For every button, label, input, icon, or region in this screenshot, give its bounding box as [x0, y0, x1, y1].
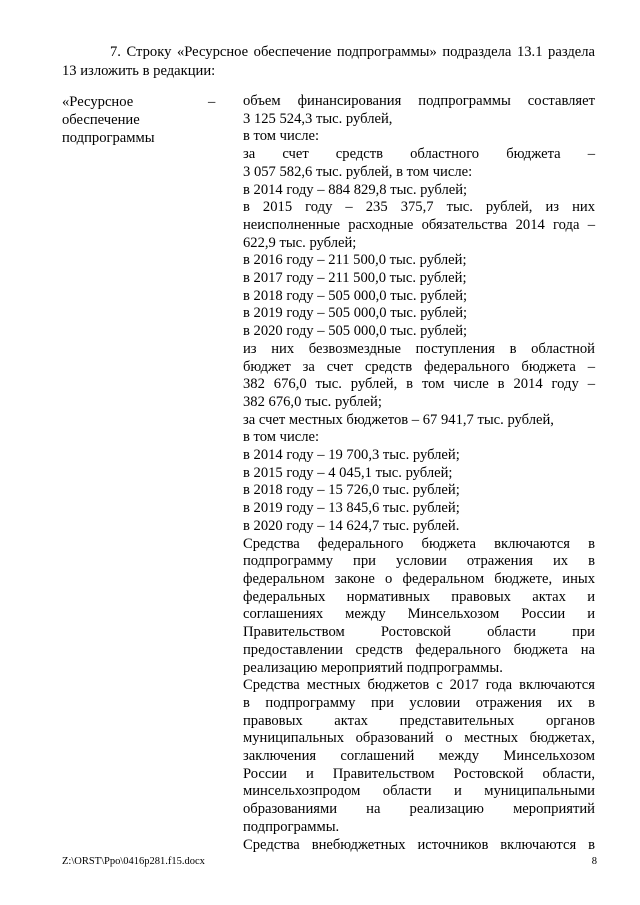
intro-paragraph: 7. Строку «Ресурсное обеспечение подпрограммы» подраздела 13.1 раздела 13 изложить в редакции: [62, 44, 595, 79]
content-line: из них безвозмездные поступления в областной [243, 340, 595, 357]
content-line: за счет местных бюджетов – 67 941,7 тыс. рублей, [243, 411, 554, 428]
content-line: правовых актах представительных органов [243, 712, 595, 729]
content-line: в 2018 году – 505 000,0 тыс. рублей; [243, 287, 468, 304]
footer-page-number: 8 [591, 856, 597, 867]
content-line: 382 676,0 тыс. рублей; [243, 393, 382, 410]
content-line: подпрограммы. [243, 818, 340, 835]
content-line: федеральном законе о федеральном бюджете, иных [243, 570, 595, 587]
content-line: в 2020 году – 14 624,7 тыс. рублей. [243, 517, 460, 534]
content-line: в 2020 году – 505 000,0 тыс. рублей; [243, 323, 468, 340]
content-line: объем финансирования подпрограммы составляет [243, 93, 595, 109]
row-dash: – [208, 94, 216, 110]
content-line: муниципальных образований о местных бюджетах, [243, 730, 595, 747]
content-line: неисполненные расходные обязательства 2014 года – [243, 216, 595, 233]
content-line: Правительством Ростовской области при [243, 624, 595, 641]
content-line: в 2019 году – 505 000,0 тыс. рублей; [243, 305, 468, 322]
content-line: в 2016 году – 211 500,0 тыс. рублей; [243, 252, 467, 269]
content-line: 3 057 582,6 тыс. рублей, в том числе: [243, 163, 473, 180]
content-line: Средства местных бюджетов с 2017 года включаются [243, 677, 595, 694]
content-line: в 2015 году – 235 375,7 тыс. рублей, из них [243, 199, 595, 216]
content-line: в 2015 году – 4 045,1 тыс. рублей; [243, 464, 453, 481]
footer-file-path: Z:\ORST\Ppo\0416p281.f15.docx [62, 856, 205, 867]
content-line: подпрограмму при условии отражения их в [243, 553, 595, 570]
content-line: России и Правительством Ростовской области, [243, 765, 595, 782]
content-line: за счет средств областного бюджета – [243, 146, 595, 163]
content-line: в 2019 году – 13 845,6 тыс. рублей; [243, 500, 460, 517]
content-line: бюджет за счет средств федерального бюджета – [243, 358, 595, 375]
content-line: образованиями на реализацию мероприятий [243, 801, 595, 818]
content-line: Средства федерального бюджета включаются в [243, 535, 595, 552]
content-line: 382 676,0 тыс. рублей, в том числе в 2014 году – [243, 376, 595, 393]
content-line: в 2018 году – 15 726,0 тыс. рублей; [243, 482, 460, 499]
content-line: в 2014 году – 19 700,3 тыс. рублей; [243, 447, 460, 464]
row-label: «Ресурсное обеспечение подпрограммы [62, 94, 155, 146]
content-line: соглашениях между Минсельхозом России и [243, 606, 595, 623]
content-line: в 2014 году – 884 829,8 тыс. рублей; [243, 181, 468, 198]
content-line: Средства внебюджетных источников включаются в [243, 836, 595, 853]
row-content [243, 93, 595, 854]
content-line: минсельхозпродом области и муниципальными [243, 783, 595, 800]
content-line: в 2017 году – 211 500,0 тыс. рублей; [243, 270, 467, 287]
content-line: в том числе: [243, 429, 320, 446]
content-line: 622,9 тыс. рублей; [243, 234, 357, 251]
content-line: реализацию мероприятий подпрограммы. [243, 659, 503, 676]
content-line: в подпрограмму при условии отражения их в [243, 694, 595, 711]
content-line: 3 125 524,3 тыс. рублей, [243, 110, 393, 127]
content-line: в том числе: [243, 128, 320, 145]
content-line: предоставлении средств федерального бюджета на [243, 641, 595, 658]
content-line: заключения соглашений между Минсельхозом [243, 748, 595, 765]
content-line: федеральных нормативных правовых актах и [243, 588, 595, 605]
